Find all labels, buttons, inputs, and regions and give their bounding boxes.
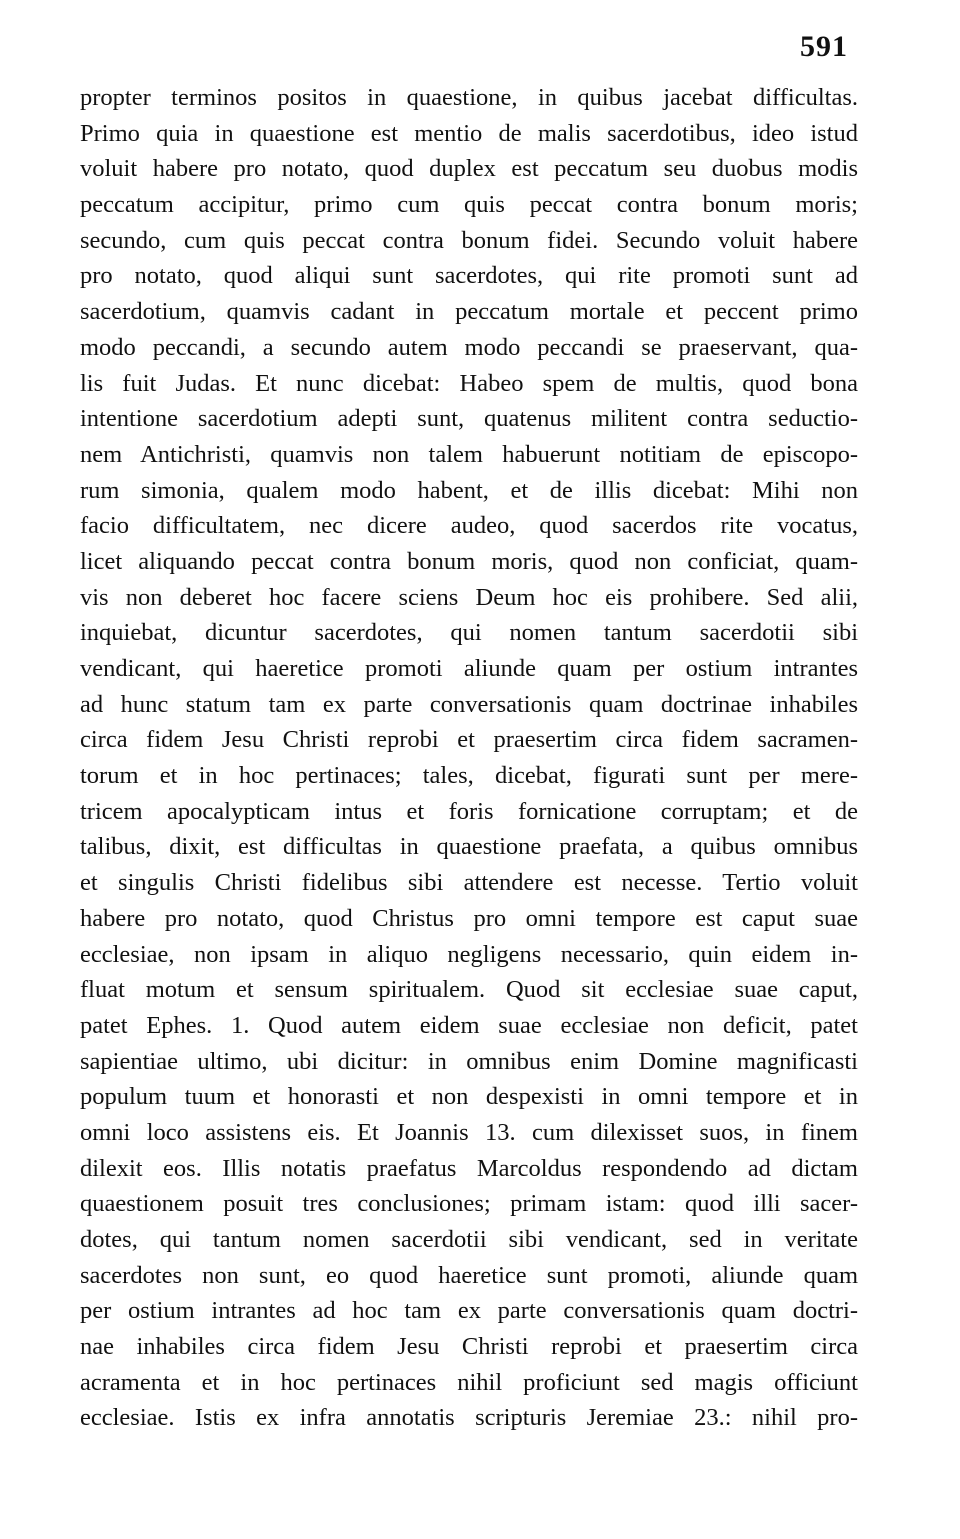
- text-line: intentione sacerdotium adepti sunt, quatenus militent contra seductio-: [80, 405, 858, 433]
- text-line: omni loco assistens eis. Et Joannis 13. cum dilexisset suos, in finem: [80, 1118, 858, 1146]
- text-line: circa fidem Jesu Christi reprobi et praesertim circa fidem sacramen-: [80, 726, 858, 754]
- text-line: lis fuit Judas. Et nunc dicebat: Habeo spem de multis, quod bona: [80, 369, 858, 397]
- text-line: Primo quia in quaestione est mentio de malis sacerdotibus, ideo istud: [80, 119, 858, 147]
- text-line: peccatum accipitur, primo cum quis peccat contra bonum moris;: [80, 191, 858, 219]
- text-line: nem Antichristi, quamvis non talem habuerunt notitiam de episcopo-: [80, 440, 858, 468]
- text-line: patet Ephes. 1. Quod autem eidem suae ecclesiae non deficit, patet: [80, 1011, 858, 1039]
- page-number: 591: [800, 30, 848, 63]
- text-line: voluit habere pro notato, quod duplex est peccatum seu duobus modis: [80, 155, 858, 183]
- text-line: talibus, dixit, est difficultas in quaestione praefata, a quibus omnibus: [80, 833, 858, 861]
- text-line: licet aliquando peccat contra bonum moris, quod non conficiat, quam-: [80, 547, 858, 575]
- text-line: nae inhabiles circa fidem Jesu Christi reprobi et praesertim circa: [80, 1333, 858, 1361]
- text-line: secundo, cum quis peccat contra bonum fidei. Secundo voluit habere: [80, 226, 858, 254]
- text-line: habere pro notato, quod Christus pro omni tempore est caput suae: [80, 904, 858, 932]
- text-line: ad hunc statum tam ex parte conversationis quam doctrinae inhabiles: [80, 690, 858, 718]
- text-line: vis non deberet hoc facere sciens Deum hoc eis prohibere. Sed alii,: [80, 583, 858, 611]
- text-line: pro notato, quod aliqui sunt sacerdotes, qui rite promoti sunt ad: [80, 262, 858, 290]
- text-line: sacerdotium, quamvis cadant in peccatum mortale et peccent primo: [80, 298, 858, 326]
- text-line: fluat motum et sensum spiritualem. Quod sit ecclesiae suae caput,: [80, 976, 858, 1004]
- text-line: per ostium intrantes ad hoc tam ex parte conversationis quam doctri-: [80, 1297, 858, 1325]
- text-line: sapientiae ultimo, ubi dicitur: in omnibus enim Domine magnificasti: [80, 1047, 858, 1075]
- text-line: propter terminos positos in quaestione, in quibus jacebat difficultas.: [80, 84, 858, 111]
- text-line: dotes, qui tantum nomen sacerdotii sibi vendicant, sed in veritate: [80, 1226, 858, 1253]
- text-line: facio difficultatem, nec dicere audeo, quod sacerdos rite vocatus,: [80, 512, 858, 540]
- text-line: acramenta et in hoc pertinaces nihil proficiunt sed magis officiunt: [80, 1368, 858, 1396]
- text-line: tricem apocalypticam intus et foris fornicatione corruptam; et de: [80, 797, 858, 825]
- text-line: modo peccandi, a secundo autem modo peccandi se praeservant, qua-: [80, 333, 858, 361]
- text-line: populum tuum et honorasti et non despexisti in omni tempore et in: [80, 1083, 858, 1111]
- text-line: ecclesiae, non ipsam in aliquo negligens necessario, quin eidem in-: [80, 940, 858, 968]
- text-line: inquiebat, dicuntur sacerdotes, qui nomen tantum sacerdotii sibi: [80, 619, 858, 647]
- text-line: sacerdotes non sunt, eo quod haeretice sunt promoti, aliunde quam: [80, 1261, 858, 1289]
- text-line: rum simonia, qualem modo habent, et de illis dicebat: Mihi non: [80, 476, 858, 504]
- text-line: torum et in hoc pertinaces; tales, dicebat, figurati sunt per mere-: [80, 762, 858, 790]
- text-line: et singulis Christi fidelibus sibi attendere est necesse. Tertio voluit: [80, 869, 858, 897]
- text-line: vendicant, qui haeretice promoti aliunde quam per ostium intrantes: [80, 655, 858, 682]
- text-line: dilexit eos. Illis notatis praefatus Marcoldus respondendo ad dictam: [80, 1154, 858, 1182]
- text-line: quaestionem posuit tres conclusiones; primam istam: quod illi sacer-: [80, 1190, 858, 1218]
- body-text: [80, 80, 858, 1436]
- text-line: ecclesiae. Istis ex infra annotatis scripturis Jeremiae 23.: nihil pro-: [80, 1404, 858, 1432]
